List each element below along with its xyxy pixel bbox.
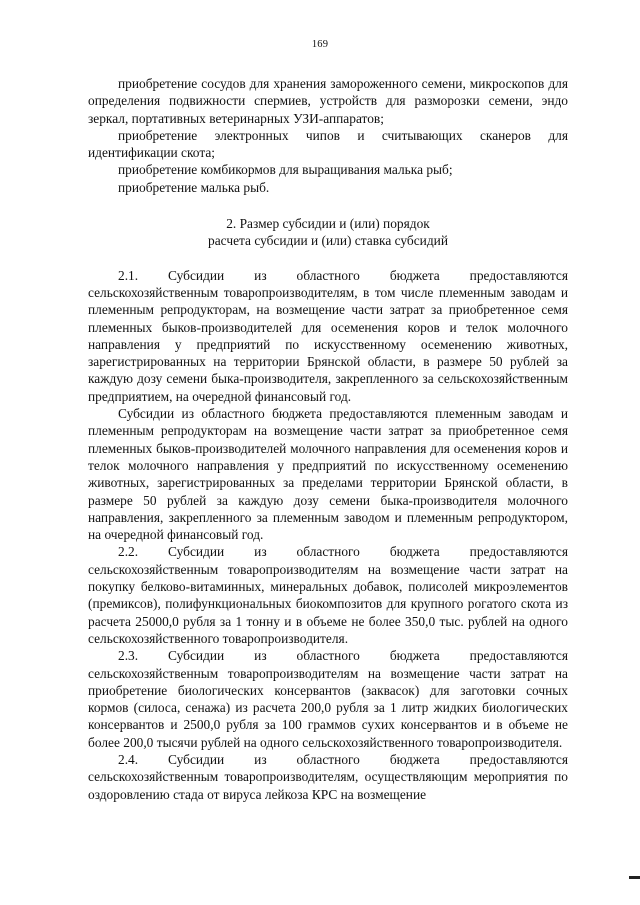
list-item-vessels: приобретение сосудов для хранения замороженного семени, микроскопов для определения подвижности спермиев, устройств для разморозки семени, эндо зеркал, портативных ветеринарных УЗИ-аппаратов; — [88, 76, 568, 126]
list-item-chips: приобретение электронных чипов и считывающих сканеров для идентификации скота; — [88, 127, 568, 161]
document-body — [88, 75, 568, 803]
list-item-fry: приобретение малька рыб. — [118, 179, 270, 195]
list-item-feed: приобретение комбикормов для выращивания малька рыб; — [118, 162, 453, 178]
paragraph-2-3: 2.3. Субсидии из областного бюджета предоставляются сельскохозяйственным товаропроизводителям на возмещение части затрат на приобретение биологических консервантов (заквасок) для заготовки сочных кормов (силоса, сенажа) из расчета 200,0 рубля за 1 литр жидких биологических консервантов и 2500,0 рубля за 100 граммов сухих консервантов и в объеме не более 200,0 тысячи рублей на одного сельскохозяйственного товаропроизводителя. — [88, 648, 568, 750]
scan-edge-mark — [629, 876, 640, 879]
page-number: 169 — [311, 39, 329, 50]
paragraph-2-4: 2.4. Субсидии из областного бюджета предоставляются сельскохозяйственным товаропроизводителям, осуществляющим мероприятия по оздоровлению стада от вируса лейкоза КРС на возмещение — [88, 751, 568, 802]
paragraph-2-1-continued: Субсидии из областного бюджета предоставляются племенным заводам и племенным репродукторам на возмещение части затрат за приобретенное семя племенных быков-производителей молочного направления для осеменения коров и телок молочного направления у предприятий по искусственному осеменению животных, зарегистрированных за пределами территории Брянской области, в размере 50 рублей за каждую дозу семени быка-производителя молочного направления, закрепленного за племенным заводом и племенным репродуктором, на очередной финансовый год. — [88, 406, 568, 543]
paragraph-2-2: 2.2. Субсидии из областного бюджета предоставляются сельскохозяйственным товаропроизводителям на возмещение части затрат на покупку белково-витаминных, минеральных добавок, полисолей микроэлементов (премиксов), полифункциональных биокомпозитов для крупного рогатого скота из расчета 25000,0 рубля за 1 тонну и в объеме не более 350,0 тыс. рублей на одного сельскохозяйственного товаропроизводителя. — [88, 544, 568, 646]
section-heading-line-2: расчета субсидии и (или) ставка субсидий — [208, 233, 448, 249]
section-heading-line-1: 2. Размер субсидии и (или) порядок — [226, 216, 430, 232]
paragraph-2-1: 2.1. Субсидии из областного бюджета предоставляются сельскохозяйственным товаропроизводителям, в том числе племенным заводам и племенным репродукторам, на возмещение части затрат за приобретенное семя племенных быков-производителей для осеменения коров и телок молочного направления у предприятий по искусственному осеменению животных, зарегистрированных на территории Брянской области, в размере 50 рублей за каждую дозу семени быка-производителя, закрепленного за сельскохозяйственным предприятием, на очередной финансовый год. — [88, 267, 568, 404]
